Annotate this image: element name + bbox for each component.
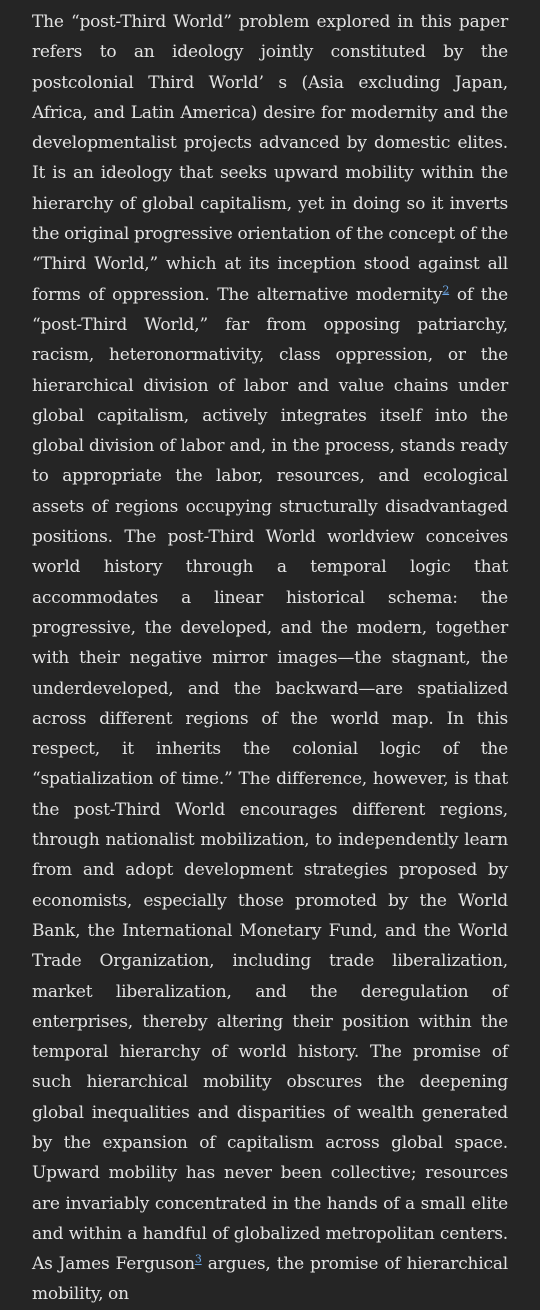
footnote-link-2[interactable]: 2 xyxy=(442,283,450,297)
paragraph-text-part-1: The “post-Third World” problem explored in this paper refers to an ideology jointly constituted by the postcolonial Third World’ s (Asia excluding Japan, Africa, and Latin America) desire for modernity and the developmentalist projects advanced by domestic elites. It is an ideology that seeks upward mobility within the hierarchy of global capitalism, yet in doing so it inverts the original progressive orientation of the concept of the “Third World,” which at its inception stood against all forms of oppression. The alternative modernity xyxy=(32,12,508,305)
paragraph-text-part-3: argues, the promise of hierarchical mobility, on xyxy=(32,1254,508,1305)
paragraph-text-part-2: of the “post-Third World,” far from opposing patriarchy, racism, heteronormativity, class oppression, or the hierarchical division of labor and value chains under global capitalism, actively integrates itself into the global division of labor and, in the process, stands ready to appropriate the labor, resources, and ecological assets of regions occupying structurally disadvantaged positions. The post-Third World worldview conceives world history through a temporal logic that accommodates a linear historical schema: the progressive, the developed, and the modern, together with their negative mirror images—the stagnant, the underdeveloped, and the backward—are spatialized across different regions of the world map. In this respect, it inherits the colonial logic of the “spatialization of time.” The difference, however, is that the post-Third World encourages different regions, through nationalist mobilization, to independently learn from and adopt development strategies proposed by economists, especially those promoted by the World Bank, the International Monetary Fund, and the World Trade Organization, including trade liberalization, market liberalization, and the deregulation of enterprises, thereby altering their position within the temporal hierarchy of world history. The promise of such hierarchical mobility obscures the deepening global inequalities and disparities of wealth generated by the expansion of capitalism across global space. Upward mobility has never been collective; resources are invariably concentrated in the hands of a small elite and within a handful of globalized metropolitan centers. As James Ferguson xyxy=(32,284,508,1275)
footnote-link-3[interactable]: 3 xyxy=(194,1252,202,1266)
body-paragraph xyxy=(32,7,508,1310)
